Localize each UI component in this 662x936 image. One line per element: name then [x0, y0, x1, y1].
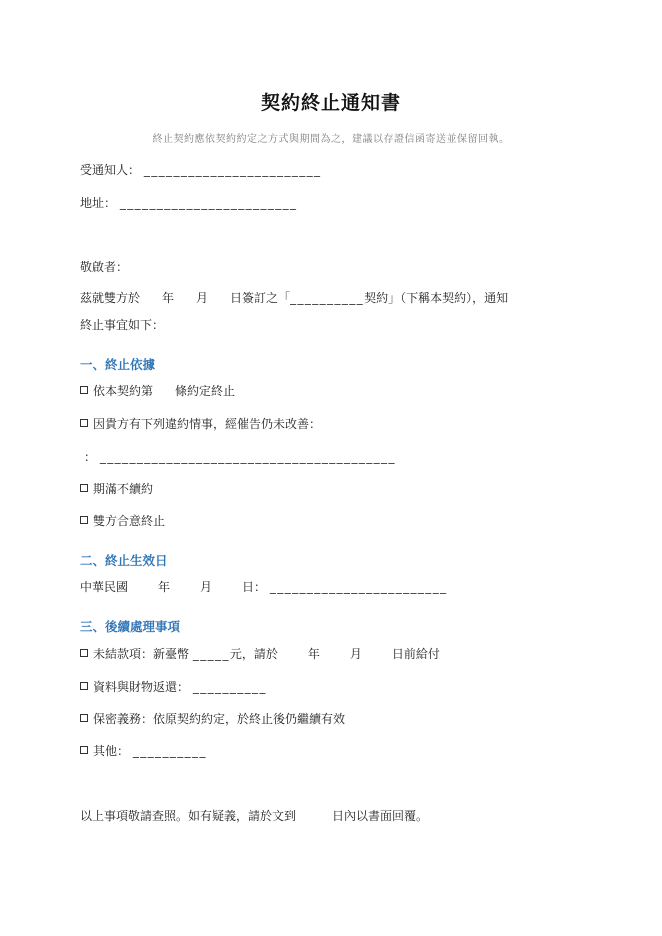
- recipient-label: 受通知人：: [80, 163, 141, 177]
- item-payment-text-c: 日前給付: [391, 647, 440, 661]
- address-label: 地址：: [80, 196, 117, 210]
- return-items-blank[interactable]: __________: [192, 680, 267, 694]
- checkbox-expiry[interactable]: [80, 484, 88, 492]
- section-2-heading: 二、終止生效日: [80, 553, 168, 568]
- item-confidentiality: [80, 711, 345, 727]
- recipient-line: [80, 162, 321, 178]
- item-payment-year: 年: [307, 647, 320, 661]
- checkbox-return[interactable]: [80, 682, 88, 690]
- option-expiry: [80, 481, 153, 497]
- item-confidentiality-text: 保密義務：依原契約約定，於終止後仍繼續有效: [93, 712, 346, 726]
- recipient-blank[interactable]: ________________________: [143, 163, 322, 177]
- intro-text-2: 日簽訂之「: [230, 291, 291, 305]
- option-clause-text-b: 條約定終止: [175, 384, 236, 398]
- intro-line-2: 終止事宜如下：: [80, 318, 165, 332]
- intro-text-3: 契約」（下稱本契約），通知: [364, 291, 509, 305]
- checkbox-breach[interactable]: [80, 419, 88, 427]
- effective-date-blank[interactable]: ________________________: [269, 580, 448, 594]
- other-items-blank[interactable]: __________: [132, 744, 207, 758]
- item-payment-text-b: 元，請於: [229, 647, 278, 661]
- option-expiry-text: 期滿不續約: [93, 482, 154, 496]
- option-mutual: [80, 513, 165, 529]
- item-payment: [80, 646, 440, 662]
- intro-month: 月: [196, 291, 209, 305]
- checkbox-confidentiality[interactable]: [80, 714, 88, 722]
- effective-date-prefix: 中華民國: [80, 580, 129, 594]
- item-other-text: 其他：: [93, 744, 130, 758]
- contract-name-blank[interactable]: __________: [290, 291, 365, 305]
- option-clause-text-a: 依本契約第: [93, 384, 154, 398]
- checkbox-payment[interactable]: [80, 649, 88, 657]
- section-1-heading: 一、終止依據: [80, 357, 156, 372]
- item-return-text: 資料與財物返還：: [93, 680, 190, 694]
- item-payment-month: 月: [349, 647, 362, 661]
- checkbox-mutual[interactable]: [80, 516, 88, 524]
- intro-year: 年: [162, 291, 175, 305]
- breach-detail-prefix: ：: [84, 450, 97, 464]
- closing-text-a: 以上事項敬請查照。如有疑義，請於文到: [80, 809, 297, 823]
- address-line: [80, 195, 297, 211]
- document-title: 契約終止通知書: [260, 92, 401, 114]
- document-subtitle: 終止契約應依契約約定之方式與期間為之，建議以存證信函寄送並保留回執。: [152, 134, 510, 145]
- item-return: [80, 679, 267, 695]
- breach-detail-line: [84, 449, 396, 465]
- breach-detail-blank[interactable]: ________________________________________: [99, 450, 396, 464]
- checkbox-other[interactable]: [80, 746, 88, 754]
- closing-text-b: 日內以書面回覆。: [332, 809, 429, 823]
- section-3-heading: 三、後續處理事項: [80, 619, 181, 634]
- address-blank[interactable]: ________________________: [119, 196, 298, 210]
- item-payment-text-a: 未結款項：新臺幣: [93, 647, 190, 661]
- closing-line: [80, 808, 428, 824]
- item-other: [80, 743, 207, 759]
- option-breach-text: 因貴方有下列違約情事，經催告仍未改善：: [93, 417, 322, 431]
- checkbox-clause[interactable]: [80, 386, 88, 394]
- intro-line-1: [80, 290, 508, 306]
- intro-text-1: 茲就雙方於: [80, 291, 141, 305]
- effective-date-day: 日：: [242, 580, 267, 594]
- option-breach: [80, 416, 321, 432]
- effective-date-year: 年: [158, 580, 171, 594]
- effective-date-month: 月: [200, 580, 213, 594]
- option-mutual-text: 雙方合意終止: [93, 514, 166, 528]
- payment-amount-blank[interactable]: _____: [192, 647, 230, 661]
- option-clause: [80, 383, 235, 399]
- salutation: 敬啟者：: [80, 260, 129, 274]
- effective-date-line: [80, 579, 448, 595]
